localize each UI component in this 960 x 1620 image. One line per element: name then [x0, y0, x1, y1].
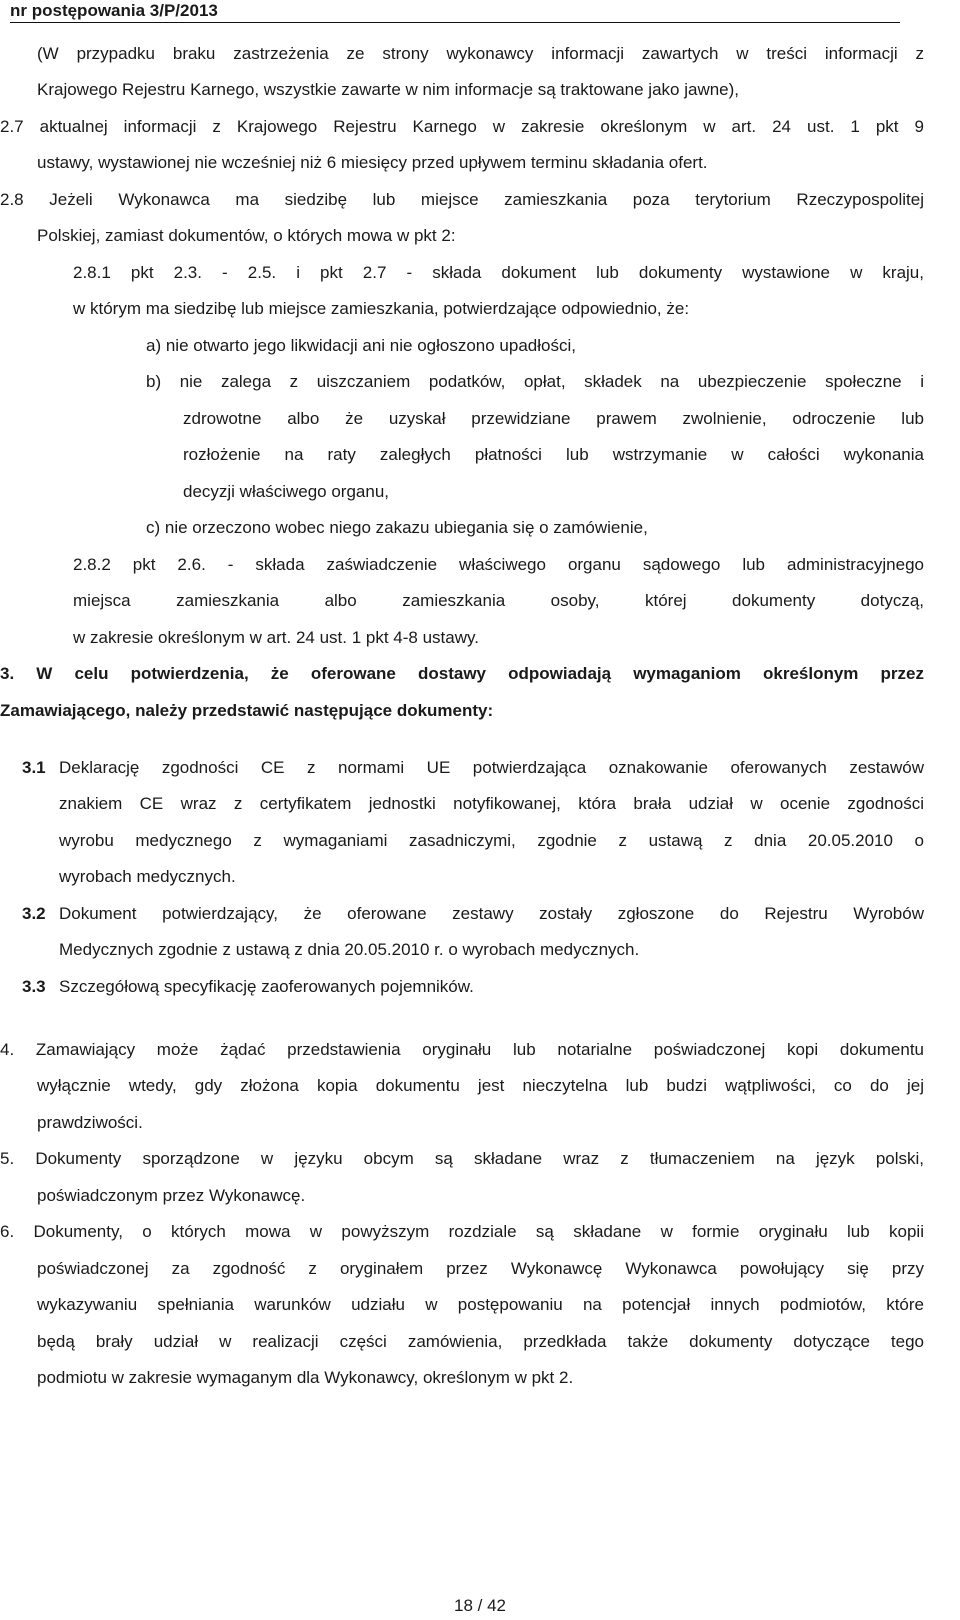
text-line: 5. Dokumenty sporządzone w języku obcym są składane wraz z tłumaczeniem na język polski,: [0, 1149, 924, 1168]
text-line: w zakresie określonym w art. 24 ust. 1 pkt 4-8 ustawy.: [73, 628, 479, 647]
item-number: 3.3: [22, 977, 46, 996]
text-line: Dokument potwierdzający, że oferowane zestawy zostały zgłoszone do Rejestru Wyrobów: [59, 904, 924, 923]
text-line: prawdziwości.: [37, 1113, 143, 1132]
text-line: podmiotu w zakresie wymaganym dla Wykonawcy, określonym w pkt 2.: [37, 1368, 574, 1387]
text-line: wykazywaniu spełniania warunków udziału w postępowaniu na potencjał innych podmiotów, które: [37, 1295, 924, 1314]
text-line: 2.7 aktualnej informacji z Krajowego Rejestru Karnego w zakresie określonym w art. 24 ust. 1 pkt 9: [0, 117, 924, 136]
text-line: 2.8 Jeżeli Wykonawca ma siedzibę lub miejsce zamieszkania poza terytorium Rzeczypospolitej: [0, 190, 924, 209]
text-line: miejsca zamieszkania albo zamieszkania osoby, której dokumenty dotyczą,: [73, 591, 924, 610]
text-line: poświadczonym przez Wykonawcę.: [37, 1186, 306, 1205]
item-number: 3.2: [22, 904, 46, 923]
text-line: poświadczonej za zgodność z oryginałem przez Wykonawcę Wykonawca powołujący się przy: [37, 1259, 924, 1278]
text-line: ustawy, wystawionej nie wcześniej niż 6 miesięcy przed upływem terminu składania ofert.: [37, 153, 708, 172]
section-heading: 3. W celu potwierdzenia, że oferowane dostawy odpowiadają wymaganiom określonym przez: [0, 664, 924, 683]
list-item-a: a) nie otwarto jego likwidacji ani nie ogłoszono upadłości,: [146, 336, 576, 355]
text-line: 2.8.2 pkt 2.6. - składa zaświadczenie właściwego organu sądowego lub administracyjnego: [73, 555, 924, 574]
text-line: wyrobu medycznego z wymaganiami zasadniczymi, zgodnie z ustawą z dnia 20.05.2010 o: [59, 831, 924, 850]
text-line: decyzji właściwego organu,: [183, 482, 389, 501]
text-line: w którym ma siedzibę lub miejsce zamieszkania, potwierdzające odpowiednio, że:: [73, 299, 690, 318]
text-line: zdrowotne albo że uzyskał przewidziane prawem zwolnienie, odroczenie lub: [183, 409, 924, 428]
text-line: Deklarację zgodności CE z normami UE potwierdzająca oznakowanie oferowanych zestawów: [59, 758, 924, 777]
text-line: Polskiej, zamiast dokumentów, o których mowa w pkt 2:: [37, 226, 456, 245]
text-line: Medycznych zgodnie z ustawą z dnia 20.05.2010 r. o wyrobach medycznych.: [59, 940, 640, 959]
page-number: 18 / 42: [454, 1596, 506, 1615]
text-line: 2.8.1 pkt 2.3. - 2.5. i pkt 2.7 - składa dokument lub dokumenty wystawione w kraju,: [73, 263, 924, 282]
list-item-b: b) nie zalega z uiszczaniem podatków, opłat, składek na ubezpieczenie społeczne i: [146, 372, 924, 391]
text-line: 4. Zamawiający może żądać przedstawienia oryginału lub notarialne poświadczonej kopi dokumentu: [0, 1040, 924, 1059]
list-item-c: c) nie orzeczono wobec niego zakazu ubiegania się o zamówienie,: [146, 518, 648, 537]
item-number: 3.1: [22, 758, 46, 777]
text-line: rozłożenie na raty zaległych płatności lub wstrzymanie w całości wykonania: [183, 445, 924, 464]
text-line: 6. Dokumenty, o których mowa w powyższym rozdziale są składane w formie oryginału lub kopii: [0, 1222, 924, 1241]
text-line: znakiem CE wraz z certyfikatem jednostki notyfikowanej, która brała udział w ocenie zgodności: [59, 794, 924, 813]
section-heading: Zamawiającego, należy przedstawić następujące dokumenty:: [0, 701, 494, 720]
text-line: (W przypadku braku zastrzeżenia ze strony wykonawcy informacji zawartych w treści informacji z: [37, 44, 924, 63]
text-line: Szczegółową specyfikację zaoferowanych pojemników.: [59, 977, 474, 996]
text-line: wyłącznie wtedy, gdy złożona kopia dokumentu jest nieczytelna lub budzi wątpliwości, co do jej: [37, 1076, 924, 1095]
text-line: będą brały udział w realizacji części zamówienia, przedkłada także dokumenty dotyczące tego: [37, 1332, 924, 1351]
page-header: nr postępowania 3/P/2013: [10, 0, 900, 23]
text-line: Krajowego Rejestru Karnego, wszystkie zawarte w nim informacje są traktowane jako jawne),: [37, 80, 740, 99]
text-line: wyrobach medycznych.: [59, 867, 236, 886]
